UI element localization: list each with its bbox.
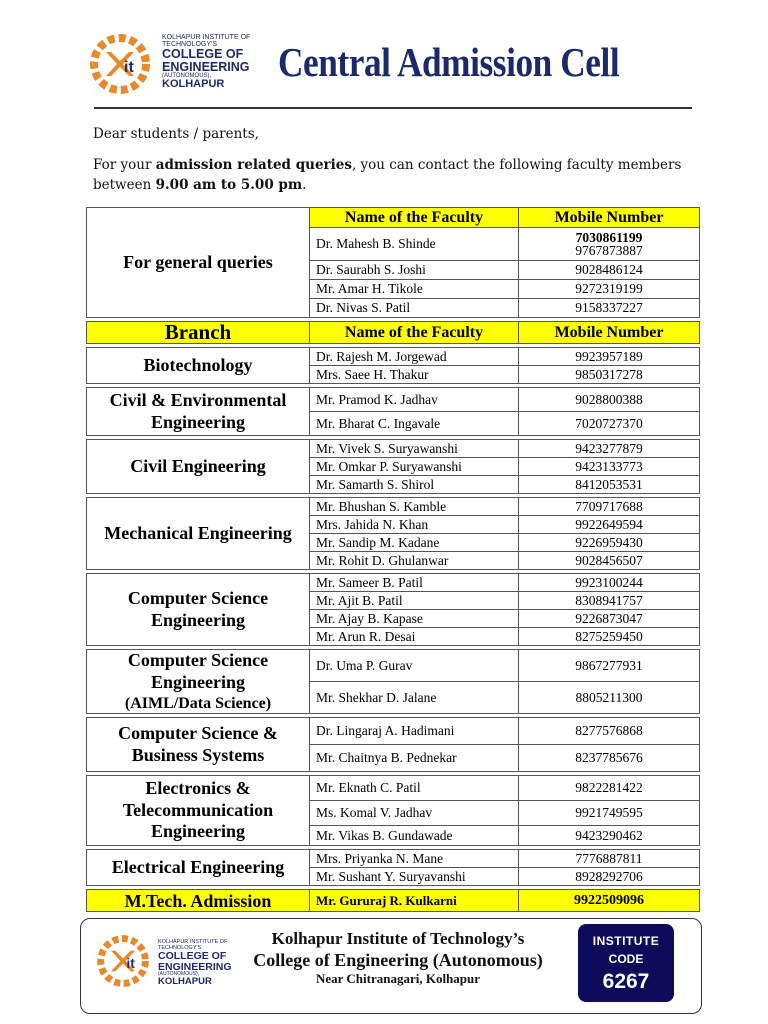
mobile-number: 9867277931 xyxy=(519,650,700,682)
mobile-number: 9158337227 xyxy=(519,299,700,318)
mobile-number: 9226959430 xyxy=(519,534,700,552)
faculty-name: Mrs. Saee H. Thakur xyxy=(310,366,519,384)
faculty-name: Dr. Rajesh M. Jorgewad xyxy=(310,348,519,366)
mobile-number xyxy=(519,228,700,261)
intro-line-1 xyxy=(93,157,681,173)
faculty-name: Mrs. Priyanka N. Mane xyxy=(310,850,519,868)
faculty-name: Mr. Shekhar D. Jalane xyxy=(310,682,519,714)
mobile-number-primary: 7030861199 xyxy=(575,229,643,245)
mobile-column-header: Mobile Number xyxy=(519,322,700,344)
branch-sublabel: (AIML/Data Science) xyxy=(124,694,272,712)
faculty-name: Mr. Rohit D. Ghulanwar xyxy=(310,552,519,570)
svg-text:it: it xyxy=(124,59,134,76)
branch-label: Biotechnology xyxy=(87,348,310,384)
mobile-column-header: Mobile Number xyxy=(519,208,700,228)
faculty-name: Dr. Mahesh B. Shinde xyxy=(310,228,519,261)
mobile-number: 8928292706 xyxy=(519,868,700,886)
mobile-number-secondary: 9767873887 xyxy=(575,243,643,258)
mobile-number: 7020727370 xyxy=(519,412,700,436)
intro-text: For your xyxy=(93,157,156,173)
faculty-name: Mr. Pramod K. Jadhav xyxy=(310,388,519,412)
footer-institute: Kolhapur Institute of Technology’s xyxy=(271,929,525,948)
mobile-number: 8237785676 xyxy=(519,745,700,772)
faculty-name: Mr. Chaitnya B. Pednekar xyxy=(310,745,519,772)
branch-label xyxy=(87,650,310,714)
branch-label: Mechanical Engineering xyxy=(87,498,310,570)
faculty-name: Mr. Sandip M. Kadane xyxy=(310,534,519,552)
logo-line: KOLHAPUR xyxy=(162,78,225,90)
faculty-name: Mr. Bhushan S. Kamble xyxy=(310,498,519,516)
logo-line: COLLEGE OF ENGINEERING xyxy=(162,47,250,74)
faculty-name: Mr. Ajit B. Patil xyxy=(310,592,519,610)
faculty-name: Mr. Sushant Y. Suryavanshi xyxy=(310,868,519,886)
mobile-number: 8412053531 xyxy=(519,476,700,494)
mobile-number: 9923100244 xyxy=(519,574,700,592)
mobile-number: 9423290462 xyxy=(519,826,700,846)
mobile-number: 7776887811 xyxy=(519,850,700,868)
logo-line: KOLHAPUR INSTITUTE OF TECHNOLOGY'S xyxy=(158,939,228,951)
svg-text:it: it xyxy=(126,955,135,971)
mobile-number: 9028456507 xyxy=(519,552,700,570)
footer-college: College of Engineering (Autonomous) xyxy=(253,950,543,970)
branch-label: Electronics & Telecommunication Engineering xyxy=(87,776,310,846)
faculty-name: Ms. Komal V. Jadhav xyxy=(310,801,519,826)
code-label: CODE xyxy=(608,952,644,966)
faculty-name: Mrs. Jahida N. Khan xyxy=(310,516,519,534)
mobile-number: 9822281422 xyxy=(519,776,700,801)
faculty-name: Mr. Bharat C. Ingavale xyxy=(310,412,519,436)
mobile-number: 9922649594 xyxy=(519,516,700,534)
faculty-name: Dr. Nivas S. Patil xyxy=(310,299,519,318)
faculty-name: Dr. Saurabh S. Joshi xyxy=(310,261,519,280)
intro-text: , you can contact the following faculty members xyxy=(351,157,682,173)
branch-column-header: Branch xyxy=(87,322,310,344)
faculty-name: Mr. Ajay B. Kapase xyxy=(310,610,519,628)
faculty-name: Mr. Vikas B. Gundawade xyxy=(310,826,519,846)
faculty-name: Mr. Sameer B. Patil xyxy=(310,574,519,592)
mobile-number: 9921749595 xyxy=(519,801,700,826)
college-logo-icon xyxy=(92,930,154,992)
faculty-name: Mr. Vivek S. Suryawanshi xyxy=(310,440,519,458)
logo-line: COLLEGE OF ENGINEERING xyxy=(158,950,232,973)
intro-text: between xyxy=(93,177,156,193)
mobile-number: 9028800388 xyxy=(519,388,700,412)
intro-text: . xyxy=(302,177,307,193)
code-label: INSTITUTE xyxy=(592,934,660,948)
faculty-column-header: Name of the Faculty xyxy=(310,322,519,344)
mobile-number: 7709717688 xyxy=(519,498,700,516)
faculty-name: Mr. Samarth S. Shirol xyxy=(310,476,519,494)
mobile-number: 9423277879 xyxy=(519,440,700,458)
branch-label-text: Computer Science Engineering xyxy=(127,650,269,692)
branch-label: Computer Science Engineering xyxy=(87,574,310,646)
mobile-number: 9226873047 xyxy=(519,610,700,628)
faculty-name: Dr. Lingaraj A. Hadimani xyxy=(310,718,519,745)
faculty-name: Mr. Gururaj R. Kulkarni xyxy=(310,890,519,912)
divider xyxy=(94,107,692,109)
branch-label: Computer Science & Business Systems xyxy=(87,718,310,772)
mobile-number: 9423133773 xyxy=(519,458,700,476)
intro-bold: 9.00 am to 5.00 pm xyxy=(155,177,303,193)
page-title: Central Admission Cell xyxy=(278,39,620,85)
mtech-label: M.Tech. Admission xyxy=(87,890,310,912)
intro-bold: admission related queries xyxy=(155,157,352,173)
mobile-number: 8277576868 xyxy=(519,718,700,745)
footer-address: Near Chitranagari, Kolhapur xyxy=(315,971,481,986)
mobile-number: 8805211300 xyxy=(519,682,700,714)
faculty-name: Mr. Omkar P. Suryawanshi xyxy=(310,458,519,476)
greeting-text: Dear students / parents, xyxy=(93,126,259,142)
college-logo-icon xyxy=(84,28,156,100)
logo-line: KOLHAPUR xyxy=(158,976,212,987)
general-queries-label: For general queries xyxy=(87,208,310,318)
institute-code: 6267 xyxy=(602,970,650,993)
mobile-number: 9028486124 xyxy=(519,261,700,280)
logo-text xyxy=(162,34,262,90)
institute-code-badge xyxy=(578,924,674,1002)
branch-label: Civil Engineering xyxy=(87,440,310,494)
logo-line: KOLHAPUR INSTITUTE OF TECHNOLOGY'S xyxy=(162,34,251,48)
faculty-name: Mr. Eknath C. Patil xyxy=(310,776,519,801)
logo-line: (AUTONOMOUS), xyxy=(162,73,212,79)
mobile-number: 9272319199 xyxy=(519,280,700,299)
branch-label: Electrical Engineering xyxy=(87,850,310,886)
faculty-contact-table xyxy=(86,207,700,912)
mobile-number: 9850317278 xyxy=(519,366,700,384)
faculty-name: Mr. Amar H. Tikole xyxy=(310,280,519,299)
mobile-number: 8275259450 xyxy=(519,628,700,646)
mobile-number: 8308941757 xyxy=(519,592,700,610)
faculty-name: Mr. Arun R. Desai xyxy=(310,628,519,646)
mobile-number: 9923957189 xyxy=(519,348,700,366)
faculty-name: Dr. Uma P. Gurav xyxy=(310,650,519,682)
logo-line: (AUTONOMOUS), xyxy=(158,971,200,977)
faculty-column-header: Name of the Faculty xyxy=(310,208,519,228)
branch-label: Civil & Environmental Engineering xyxy=(87,388,310,436)
intro-line-2 xyxy=(93,177,306,193)
mobile-number: 9922509096 xyxy=(519,890,700,912)
